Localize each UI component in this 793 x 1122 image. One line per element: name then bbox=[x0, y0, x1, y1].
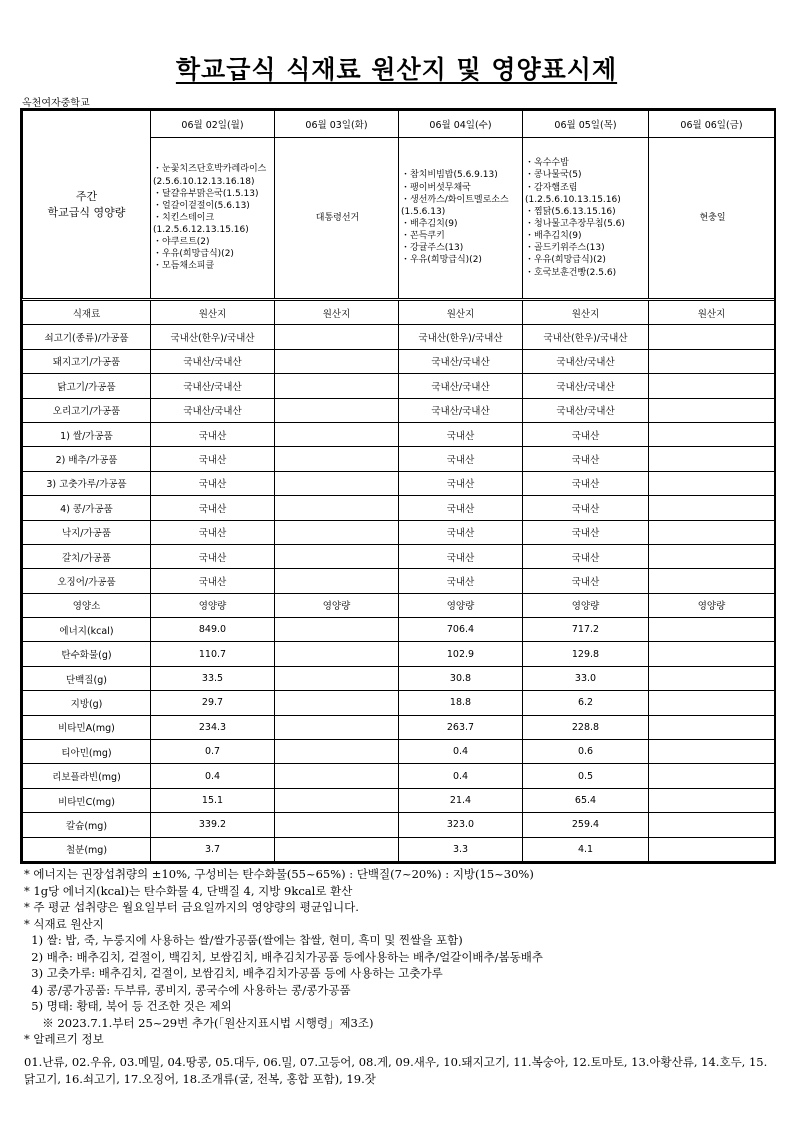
nutrition-row-label: 비타민C(mg) bbox=[23, 788, 151, 812]
nutrition-row-value bbox=[275, 764, 399, 788]
origin-row-value: 국내산 bbox=[399, 447, 523, 471]
origin-row-label: 쇠고기(종류)/가공품 bbox=[23, 325, 151, 349]
note-line: 5) 명태: 황태, 북어 등 건조한 것은 제외 bbox=[24, 999, 232, 1013]
origin-row-value: 국내산 bbox=[151, 544, 275, 568]
origin-row-value bbox=[649, 447, 775, 471]
origin-row-value bbox=[649, 325, 775, 349]
origin-row-value bbox=[275, 422, 399, 446]
origin-row-value bbox=[649, 374, 775, 398]
menu-item: ・배추김치(9) bbox=[525, 231, 582, 242]
nutrition-row-value: 0.4 bbox=[399, 764, 523, 788]
nutrition-row-value bbox=[275, 715, 399, 739]
nutrition-row-value: 849.0 bbox=[151, 618, 275, 642]
nutrition-row-value bbox=[649, 666, 775, 690]
nutrition-row-value: 234.3 bbox=[151, 715, 275, 739]
menu-item: ・꼰득쿠키 bbox=[401, 231, 445, 242]
nutrition-row bbox=[23, 764, 775, 788]
origin-row-value: 국내산 bbox=[151, 422, 275, 446]
nutrition-row-value: 6.2 bbox=[523, 691, 649, 715]
origin-row-value bbox=[649, 496, 775, 520]
origin-header-row bbox=[23, 300, 775, 325]
nutrition-row-label: 리보플라빈(mg) bbox=[23, 764, 151, 788]
nutrition-row-label: 탄수화물(g) bbox=[23, 642, 151, 666]
origin-row-value bbox=[275, 544, 399, 568]
note-line: 3) 고춧가루: 배추김치, 겉절이, 보쌈김치, 배추김치가공품 등에 사용하는 고춧가루 bbox=[24, 966, 443, 980]
menu-cell bbox=[275, 138, 399, 300]
origin-row-value: 국내산 bbox=[151, 496, 275, 520]
nutrition-row-value: 259.4 bbox=[523, 813, 649, 837]
origin-row bbox=[23, 374, 775, 398]
menu-item: ・팽이버섯무채국 bbox=[401, 182, 471, 193]
page-title: 학교급식 식재료 원산지 및 영양표시제 bbox=[175, 55, 618, 84]
nutrition-row-label: 비타민A(mg) bbox=[23, 715, 151, 739]
nutrition-header-row bbox=[23, 593, 775, 617]
menu-label-cell bbox=[23, 111, 151, 300]
note-line: * 에너지는 권장섭취량의 ±10%, 구성비는 탄수화물(55~65%) : 단백질(7~20%) : 지방(15~30%) bbox=[24, 867, 534, 881]
menu-item: ・감자햄조림 bbox=[525, 182, 578, 193]
menu-label-line1: 주간 bbox=[75, 190, 98, 204]
nutrition-row-value: 15.1 bbox=[151, 788, 275, 812]
nutrition-row-value: 29.7 bbox=[151, 691, 275, 715]
nutrition-row-value bbox=[275, 691, 399, 715]
menu-item: (1.5.6.13) bbox=[401, 206, 446, 217]
meal-table bbox=[22, 110, 775, 862]
origin-row-label: 돼지고기/가공품 bbox=[23, 349, 151, 373]
origin-header-row-col: 원산지 bbox=[399, 300, 523, 325]
note-line: * 1g당 에너지(kcal)는 탄수화물 4, 단백질 4, 지방 9kcal로 환산 bbox=[24, 883, 353, 898]
origin-row bbox=[23, 447, 775, 471]
origin-row-value: 국내산 bbox=[523, 496, 649, 520]
day-header-mon: 06월 02일(월) bbox=[151, 111, 275, 138]
nutrition-row-value: 0.4 bbox=[151, 764, 275, 788]
menu-item: ・우유(희망급식)(2) bbox=[401, 255, 482, 266]
origin-row bbox=[23, 422, 775, 446]
origin-row-label: 오징어/가공품 bbox=[23, 569, 151, 593]
origin-row-value bbox=[275, 471, 399, 495]
nutrition-row-value bbox=[275, 837, 399, 861]
origin-row bbox=[23, 349, 775, 373]
menu-item: ・모듬채소피클 bbox=[153, 261, 215, 272]
nutrition-row-value: 30.8 bbox=[399, 666, 523, 690]
menu-cell bbox=[649, 138, 775, 300]
origin-row-value: 국내산 bbox=[399, 496, 523, 520]
nutrition-header-row-col: 영양량 bbox=[523, 593, 649, 617]
origin-row-value: 국내산/국내산 bbox=[151, 374, 275, 398]
origin-row-value: 국내산 bbox=[523, 569, 649, 593]
origin-row-value bbox=[649, 569, 775, 593]
origin-row-value: 국내산 bbox=[523, 520, 649, 544]
menu-item: ・우유(희망급식)(2) bbox=[525, 255, 606, 266]
nutrition-row-value bbox=[649, 837, 775, 861]
origin-row-value: 국내산 bbox=[523, 544, 649, 568]
origin-row-label: 1) 쌀/가공품 bbox=[23, 422, 151, 446]
origin-row-label: 오리고기/가공품 bbox=[23, 398, 151, 422]
origin-row-label: 낙지/가공품 bbox=[23, 520, 151, 544]
origin-header-row-col: 원산지 bbox=[275, 300, 399, 325]
menu-label-line2: 학교급식 영양량 bbox=[47, 205, 126, 219]
note-line: 4) 콩/콩가공품: 두부류, 콩비지, 콩국수에 사용하는 콩/콩가공품 bbox=[24, 982, 351, 997]
nutrition-row-value bbox=[649, 715, 775, 739]
nutrition-row-value bbox=[649, 813, 775, 837]
origin-header-row-col: 원산지 bbox=[649, 300, 775, 325]
allergy-info: 01.난류, 02.우유, 03.메밀, 04.땅콩, 05.대두, 06.밀, 07.고등어, 08.게, 09.새우, 10.돼지고기, 11.복숭아, 12.토마토, 13.아황산류, 14.호두, 15.닭고기, 16.쇠고기, 17.오징어, 18.조개류(굴, 전복, 홍합 포함), 19.잣 bbox=[24, 1055, 768, 1086]
nutrition-row-label: 에너지(kcal) bbox=[23, 618, 151, 642]
origin-row-value bbox=[275, 398, 399, 422]
origin-row-value: 국내산/국내산 bbox=[399, 374, 523, 398]
day-header-wed: 06월 04일(수) bbox=[399, 111, 523, 138]
menu-item: ・우유(희망급식)(2) bbox=[153, 249, 234, 260]
nutrition-row-value: 0.4 bbox=[399, 740, 523, 764]
nutrition-row-label: 칼슘(mg) bbox=[23, 813, 151, 837]
origin-row bbox=[23, 471, 775, 495]
origin-row-value: 국내산 bbox=[399, 520, 523, 544]
nutrition-row-value: 4.1 bbox=[523, 837, 649, 861]
origin-row bbox=[23, 325, 775, 349]
note-line: * 주 평균 섭취량은 월요일부터 금요일까지의 영양량의 평균입니다. bbox=[24, 900, 359, 914]
origin-row-value: 국내산 bbox=[399, 569, 523, 593]
nutrition-row-value: 706.4 bbox=[399, 618, 523, 642]
note-line: ※ 2023.7.1.부터 25~29번 추가(「원산지표시법 시행령」제3조) bbox=[24, 1015, 374, 1030]
nutrition-row-value bbox=[275, 788, 399, 812]
day-header-row bbox=[23, 111, 775, 138]
note-line: * 알레르기 정보 bbox=[24, 1032, 104, 1046]
nutrition-row bbox=[23, 740, 775, 764]
nutrition-row bbox=[23, 813, 775, 837]
origin-row-value: 국내산 bbox=[399, 471, 523, 495]
origin-row-value bbox=[275, 349, 399, 373]
nutrition-row-value bbox=[275, 666, 399, 690]
menu-item: ・얼갈이겉절이(5.6.13) bbox=[153, 200, 250, 211]
origin-row bbox=[23, 398, 775, 422]
nutrition-row bbox=[23, 788, 775, 812]
origin-row-value bbox=[275, 374, 399, 398]
nutrition-row-label: 티아민(mg) bbox=[23, 740, 151, 764]
nutrition-row-value: 65.4 bbox=[523, 788, 649, 812]
origin-row-value bbox=[649, 398, 775, 422]
note-line: * 식재료 원산지 bbox=[24, 916, 104, 931]
menu-item: ・치킨스테이크 bbox=[153, 212, 215, 223]
origin-row-value bbox=[275, 496, 399, 520]
nutrition-row bbox=[23, 691, 775, 715]
menu-item: (1.2.5.6.12.13.15.16) bbox=[153, 225, 249, 236]
origin-row-value bbox=[649, 422, 775, 446]
menu-item: ・배추김치(9) bbox=[401, 219, 458, 229]
origin-row-value bbox=[275, 569, 399, 593]
nutrition-row-value: 339.2 bbox=[151, 813, 275, 837]
menu-item: ・달걀유부맑은국(1.5.13) bbox=[153, 188, 259, 199]
nutrition-row bbox=[23, 715, 775, 739]
menu-item: ・옥수수밥 bbox=[525, 158, 569, 169]
origin-row-value: 국내산 bbox=[151, 569, 275, 593]
origin-row-value: 국내산 bbox=[151, 471, 275, 495]
origin-row-value: 국내산(한우)/국내산 bbox=[399, 325, 523, 349]
origin-row-label: 2) 배추/가공품 bbox=[23, 447, 151, 471]
menu-item: ・생선까스/화이트멜로소스 bbox=[401, 194, 509, 205]
origin-row-value: 국내산(한우)/국내산 bbox=[151, 325, 275, 349]
nutrition-row-value: 228.8 bbox=[523, 715, 649, 739]
nutrition-row-value: 18.8 bbox=[399, 691, 523, 715]
origin-row-label: 갈치/가공품 bbox=[23, 544, 151, 568]
menu-cell bbox=[151, 138, 275, 300]
origin-row-value bbox=[275, 520, 399, 544]
meal-table-frame bbox=[20, 108, 776, 864]
nutrition-row-value bbox=[649, 618, 775, 642]
origin-row-value: 국내산/국내산 bbox=[523, 374, 649, 398]
nutrition-row-value: 21.4 bbox=[399, 788, 523, 812]
nutrition-row-value bbox=[275, 740, 399, 764]
origin-row-value bbox=[649, 471, 775, 495]
nutrition-row bbox=[23, 642, 775, 666]
nutrition-row-value: 323.0 bbox=[399, 813, 523, 837]
menu-item: 대통령선거 bbox=[315, 212, 360, 223]
origin-row-value: 국내산/국내산 bbox=[399, 349, 523, 373]
menu-item: ・눈꽃치즈단호박카레라이스 bbox=[153, 164, 267, 175]
origin-header-row-label: 식재료 bbox=[23, 300, 151, 325]
nutrition-row-value: 0.5 bbox=[523, 764, 649, 788]
nutrition-row-value: 3.7 bbox=[151, 837, 275, 861]
origin-row-value bbox=[649, 544, 775, 568]
menu-item: ・골드키위주스(13) bbox=[525, 243, 605, 254]
nutrition-row bbox=[23, 666, 775, 690]
nutrition-row bbox=[23, 837, 775, 861]
nutrition-row-label: 철분(mg) bbox=[23, 837, 151, 861]
origin-row-value: 국내산/국내산 bbox=[523, 398, 649, 422]
menu-item: ・호국보훈건빵(2.5.6) bbox=[525, 267, 617, 278]
nutrition-row-value bbox=[649, 740, 775, 764]
origin-row bbox=[23, 520, 775, 544]
nutrition-row-value bbox=[649, 642, 775, 666]
menu-item: ・찜닭(5.6.13.15.16) bbox=[525, 206, 616, 217]
nutrition-row-value bbox=[275, 618, 399, 642]
nutrition-row-value bbox=[649, 691, 775, 715]
menu-item: (2.5.6.10.12.13.16.18) bbox=[153, 176, 255, 187]
nutrition-row-value: 110.7 bbox=[151, 642, 275, 666]
nutrition-header-row-col: 영양량 bbox=[649, 593, 775, 617]
origin-row-value bbox=[649, 349, 775, 373]
origin-header-row-col: 원산지 bbox=[523, 300, 649, 325]
origin-row-value: 국내산 bbox=[399, 422, 523, 446]
menu-cell bbox=[399, 138, 523, 300]
nutrition-row-value: 0.7 bbox=[151, 740, 275, 764]
menu-item: ・콩나물국(5) bbox=[525, 170, 582, 181]
origin-row-value: 국내산/국내산 bbox=[523, 349, 649, 373]
nutrition-row-value: 33.5 bbox=[151, 666, 275, 690]
origin-row-value: 국내산 bbox=[523, 471, 649, 495]
day-header-thu: 06월 05일(목) bbox=[523, 111, 649, 138]
origin-row bbox=[23, 544, 775, 568]
origin-row-value: 국내산/국내산 bbox=[151, 398, 275, 422]
day-header-tue: 06월 03일(화) bbox=[275, 111, 399, 138]
day-header-fri: 06월 06일(금) bbox=[649, 111, 775, 138]
origin-row bbox=[23, 496, 775, 520]
nutrition-row-value bbox=[275, 813, 399, 837]
nutrition-row-value: 102.9 bbox=[399, 642, 523, 666]
nutrition-row-value: 717.2 bbox=[523, 618, 649, 642]
note-line: 2) 배추: 배추김치, 겉절이, 백김치, 보쌈김치, 배추김치가공품 등에사용하는 배추/얼갈이배추/봄동배추 bbox=[24, 949, 543, 964]
nutrition-header-row-col: 영양량 bbox=[399, 593, 523, 617]
origin-row-label: 3) 고춧가루/가공품 bbox=[23, 471, 151, 495]
origin-row-value: 국내산 bbox=[151, 447, 275, 471]
note-line: 1) 쌀: 밥, 죽, 누룽지에 사용하는 쌀/쌀가공품(쌀에는 찹쌀, 현미, 흑미 및 찐쌀을 포함) bbox=[24, 933, 463, 947]
menu-item: ・강귤주스(13) bbox=[401, 243, 464, 254]
origin-row-value: 국내산 bbox=[523, 422, 649, 446]
nutrition-row-value: 33.0 bbox=[523, 666, 649, 690]
menu-item: ・야쿠르트(2) bbox=[153, 237, 210, 248]
nutrition-header-row-col: 영양량 bbox=[151, 593, 275, 617]
nutrition-row-label: 단백질(g) bbox=[23, 666, 151, 690]
origin-row-value: 국내산/국내산 bbox=[399, 398, 523, 422]
nutrition-row bbox=[23, 618, 775, 642]
origin-row-value bbox=[649, 520, 775, 544]
school-name: 옥천여자중학교 bbox=[22, 98, 90, 109]
origin-header-row-col: 원산지 bbox=[151, 300, 275, 325]
nutrition-row-label: 지방(g) bbox=[23, 691, 151, 715]
origin-row-value: 국내산/국내산 bbox=[151, 349, 275, 373]
nutrition-header-row-label: 영양소 bbox=[23, 593, 151, 617]
origin-row-label: 닭고기/가공품 bbox=[23, 374, 151, 398]
menu-item: ・청나물고추장무침(5.6) bbox=[525, 219, 625, 229]
notes bbox=[24, 866, 784, 1048]
menu-item: 현충일 bbox=[699, 212, 726, 223]
nutrition-row-value: 263.7 bbox=[399, 715, 523, 739]
origin-row-value bbox=[275, 447, 399, 471]
nutrition-row-value bbox=[275, 642, 399, 666]
menu-cell bbox=[523, 138, 649, 300]
nutrition-row-value: 0.6 bbox=[523, 740, 649, 764]
origin-row-value bbox=[275, 325, 399, 349]
nutrition-row-value: 129.8 bbox=[523, 642, 649, 666]
nutrition-header-row-col: 영양량 bbox=[275, 593, 399, 617]
nutrition-row-value bbox=[649, 764, 775, 788]
origin-row-value: 국내산 bbox=[399, 544, 523, 568]
nutrition-row-value bbox=[649, 788, 775, 812]
menu-item: ・참치비빔밥(5.6.9.13) bbox=[401, 170, 498, 181]
origin-row bbox=[23, 569, 775, 593]
origin-row-label: 4) 콩/가공품 bbox=[23, 496, 151, 520]
nutrition-row-value: 3.3 bbox=[399, 837, 523, 861]
menu-item: (1.2.5.6.10.13.15.16) bbox=[525, 194, 621, 205]
origin-row-value: 국내산 bbox=[523, 447, 649, 471]
origin-row-value: 국내산(한우)/국내산 bbox=[523, 325, 649, 349]
origin-row-value: 국내산 bbox=[151, 520, 275, 544]
